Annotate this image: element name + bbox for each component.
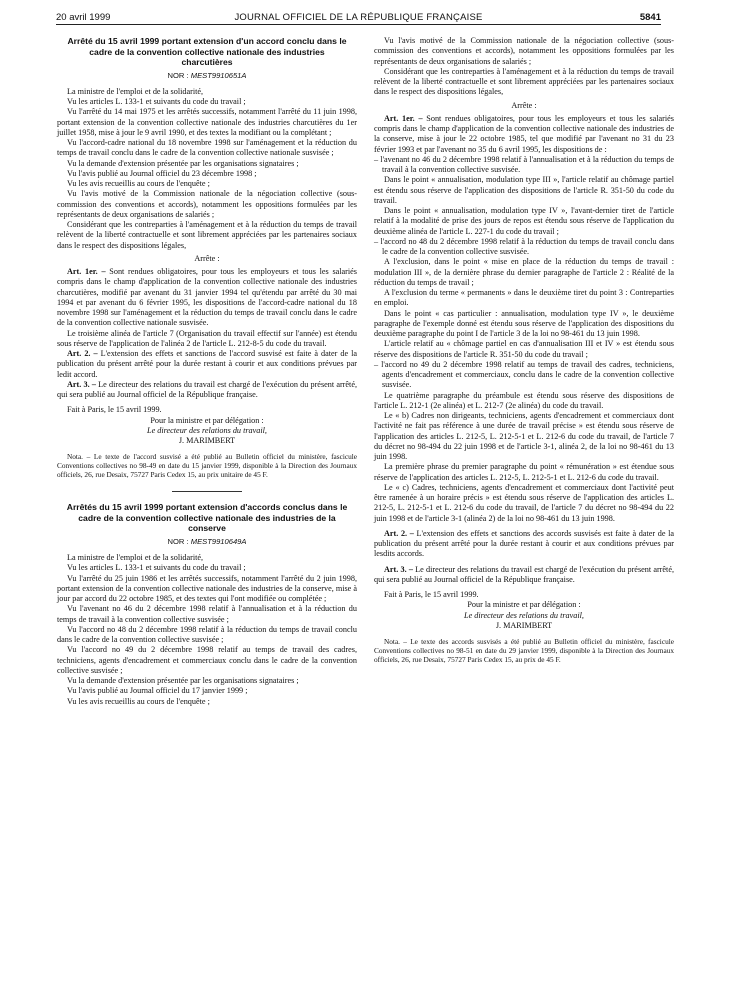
nota: Nota. – Le texte des accords susvisés a été publié au Bulletin officiel du ministère, fascicule Conventions collectives no 98-51 en date du 29 janvier 1999, disponible à la Direction des Journaux officiels, 26, rue Desaix, 75727 Paris Cedex 15, au prix de 45 F. bbox=[374, 637, 674, 664]
signature-name: J. MARIMBERT bbox=[178, 436, 236, 445]
signature-title: Le directeur des relations du travail, bbox=[464, 610, 584, 620]
list-item: – l'accord no 48 du 2 décembre 1998 relatif à la réduction du temps de travail conclu dans le cadre de la convention collective susvisée. bbox=[374, 236, 674, 256]
signature-name: J. MARIMBERT bbox=[495, 620, 553, 630]
paragraph: A l'exclusion, dans le point « mise en place de la réduction du temps de travail : modulation III », de la dernière phrase du dernier paragraphe de l'article 2 : Réalité de la réduction du temps de travail ; bbox=[374, 257, 674, 287]
arrete-1-title: Arrêté du 15 avril 1999 portant extension d'un accord conclu dans le cadre de la convention collective nationale des industries charcutières bbox=[67, 36, 347, 67]
article-1: Art. 1er. – Sont rendues obligatoires, pour tous les employeurs et tous les salariés compris dans le champ d'application de la convention collective nationale des industries charcutières, modifié par avenant du 31 janvier 1994 tel qu'étendu par arrêté du 30 mai 1994 et par avenant du 6 février 1995, les dispositions de l'accord-cadre national du 18 novembre 1998 sur l'aménagement et la réduction du temps de travail conclu dans le cadre de la convention collective nationale susvisée. bbox=[57, 267, 357, 328]
paragraph: Vu la demande d'extension présentée par les organisations signataires ; bbox=[67, 676, 299, 685]
list-item: – l'avenant no 46 du 2 décembre 1998 relatif à l'annualisation et à la réduction du temps de travail à la convention collective susvisée. bbox=[374, 154, 674, 174]
article-1: Art. 1er. – Sont rendues obligatoires, pour tous les employeurs et tous les salariés compris dans le champ d'application de la convention collective nationale des industries de la conserve, mise à jour le 22 octobre 1985, tel que modifié par l'avenant no 31 du 23 février 1993 et par l'avenant no 35 du 6 avril 1995, les dispositions de : bbox=[374, 113, 674, 154]
arrete-label: Arrête : bbox=[511, 100, 537, 110]
paragraph: Le « c) Cadres, techniciens, agents d'encadrement et commerciaux dont l'activité peut être ramenée à un horaire précis » est étendu sous réserve de l'application des articles L. 212-5, L. 212-5-1 et L. 212-6 du code du travail, de l'article 7 du décret no 98-494 du 22 juin 1998 et de l'article 3-1 (alinéa 2) de la loi no 98-461 du 13 juin 1998. bbox=[374, 482, 674, 523]
paragraph: Vu l'accord-cadre national du 18 novembre 1998 sur l'aménagement et la réduction du temps de travail conclu dans le cadre de la convention collective nationale susvisée ; bbox=[57, 138, 357, 158]
signature-title: Le directeur des relations du travail, bbox=[147, 425, 267, 435]
paragraph: Vu la demande d'extension présentée par les organisations signataires ; bbox=[67, 158, 299, 168]
paragraph: A l'exclusion du terme « permanents » dans le deuxième tiret du point 3 : Contreparties en emploi. bbox=[374, 288, 674, 308]
paragraph: Le « b) Cadres non dirigeants, techniciens, agents d'encadrement et commerciaux dont l'activité ne fait pas référence à une durée de travail précise » est étendu sous réserve de l'application des articles L. 212-5, L. 212-5-1 et L. 212-6 du code du travail, de l'article 7 du décret no 98-494 du 22 juin 1998 et de l'article 3-1, alinéa 2, de la loi no 98-461 du 13 juin 1998. bbox=[374, 411, 674, 461]
paragraph: Dans le point « annualisation, modulation type III », l'article relatif au chômage partiel est étendu sous réserve de l'application des dispositions de l'article R. 351-50 du code du travail. bbox=[374, 175, 674, 205]
paragraph: Vu l'avis motivé de la Commission nationale de la négociation collective (sous-commission des conventions et accords), notamment les oppositions formulées par les représentants de deux organisations de salariés ; bbox=[57, 189, 357, 219]
header-date: 20 avril 1999 bbox=[56, 12, 111, 23]
paragraph: Vu les avis recueillis au cours de l'enquête ; bbox=[67, 179, 210, 188]
fait-a-paris: Fait à Paris, le 15 avril 1999. bbox=[384, 590, 479, 599]
left-column bbox=[57, 36, 357, 707]
section-separator bbox=[172, 491, 242, 492]
paragraph: La ministre de l'emploi et de la solidarité, bbox=[67, 553, 204, 562]
signature-line: Pour la ministre et par délégation : bbox=[150, 415, 264, 425]
article-2: Art. 2. – L'extension des effets et sanctions de l'accord susvisé est faite à dater de la publication du présent arrêté pour la durée restant à courir et aux conditions prévues par ledit accord. bbox=[57, 349, 358, 379]
arrete-label: Arrête : bbox=[194, 253, 220, 263]
signature-line: Pour la ministre et par délégation : bbox=[467, 600, 581, 610]
article-3: Art. 3. – Le directeur des relations du travail est chargé de l'exécution du présent arrêté, qui sera publié au Journal officiel de la République française. bbox=[57, 379, 358, 399]
paragraph: Considérant que les contreparties à l'aménagement et à la réduction du temps de travail relèvent de la liberté contractuelle et sont librement appréciées par les partenaires sociaux dans le respect des dispositions légales, bbox=[57, 220, 357, 250]
paragraph: La première phrase du premier paragraphe du point « rémunération » est étendue sous réserve de l'application des articles L. 212-5, L. 212-5-1 et L. 212-6 du code du travail. bbox=[374, 462, 674, 482]
paragraph: Vu l'accord no 48 du 2 décembre 1998 relatif à la réduction du temps de travail conclu dans le cadre de la convention collective susvisée ; bbox=[57, 624, 357, 644]
paragraph: Vu l'arrêté du 14 mai 1975 et les arrêtés successifs, notamment l'arrêté du 11 juin 1998, portant extension de la convention collective nationale des industries charcutières du 1er juillet 1958, mise à jour le 9 avril 1990, et des textes la modifiant ou la complétant ; bbox=[57, 107, 357, 137]
arrete-2-title: Arrêtés du 15 avril 1999 portant extension d'accords conclus dans le cadre de la convention collective nationale des industries de la conserve bbox=[66, 502, 348, 534]
fait-a-paris: Fait à Paris, le 15 avril 1999. bbox=[67, 405, 162, 415]
header-journal-title: JOURNAL OFFICIEL DE LA RÉPUBLIQUE FRANÇAISE bbox=[234, 12, 483, 23]
header-rule bbox=[56, 24, 661, 25]
arrete-1-nor: NOR : MEST9910651A bbox=[167, 70, 247, 80]
right-column bbox=[374, 36, 674, 664]
paragraph: Dans le point « annualisation, modulation type IV », l'avant-dernier tiret de l'article relatif à la modalité de prise des jours de repos est étendu sous réserve de l'application du deuxième alinéa de l'article L. 227-1 du code du travail ; bbox=[374, 206, 674, 236]
arrete-2-nor: NOR : MEST9910649A bbox=[167, 536, 247, 546]
paragraph: Vu l'avis publié au Journal officiel du 17 janvier 1999 ; bbox=[67, 686, 248, 696]
paragraph: Vu les articles L. 133-1 et suivants du code du travail ; bbox=[67, 97, 246, 106]
header-page-number: 5841 bbox=[639, 12, 661, 23]
article-2: Art. 2. – L'extension des effets et sanctions des accords susvisés est faite à dater de la publication du présent arrêté pour la durée restant à courir et aux conditions prévues par lesdits accords. bbox=[374, 528, 675, 559]
paragraph: L'article relatif au « chômage partiel en cas d'annualisation III et IV » est étendu sous réserve des dispositions de l'article R. 351-50 du code du travail ; bbox=[374, 339, 674, 359]
paragraph: La ministre de l'emploi et de la solidarité, bbox=[67, 86, 204, 96]
paragraph: Vu l'avis publié au Journal officiel du 23 décembre 1998 ; bbox=[67, 168, 257, 178]
article-3: Art. 3. – Le directeur des relations du travail est chargé de l'exécution du présent arrêté, qui sera publié au Journal officiel de la République française. bbox=[374, 564, 675, 584]
paragraph: Vu l'avis motivé de la Commission nationale de la négociation collective (sous-commission des conventions et accords), notamment les oppositions formulées par les représentants de deux organisations de salariés ; bbox=[374, 36, 674, 66]
paragraph: Vu les avis recueillis au cours de l'enquête ; bbox=[67, 696, 210, 706]
paragraph: Considérant que les contreparties à l'aménagement et à la réduction du temps de travail relèvent de la liberté contractuelle et sont librement appréciées par les partenaires sociaux dans le respect des dispositions légales, bbox=[374, 66, 674, 97]
paragraph: Dans le point « cas particulier : annualisation, modulation type IV », le deuxième paragraphe de l'exemple donné est étendu sous réserve de l'application des dispositions du deuxième paragraphe du point I de l'article 3 de la loi no 98-461 du 13 juin 1998. bbox=[374, 308, 674, 338]
paragraph: Le troisième alinéa de l'article 7 (Organisation du travail effectif sur l'année) est étendu sous réserve de l'application de l'alinéa 2 de l'article L. 212-8-5 du code du travail. bbox=[57, 328, 357, 348]
paragraph: Vu l'accord no 49 du 2 décembre 1998 relatif au temps de travail des cadres, techniciens, agents d'encadrement et commerciaux conclu dans le cadre de la convention collective susvisée ; bbox=[57, 645, 357, 675]
nota: Nota. – Le texte de l'accord susvisé a été publié au Bulletin officiel du ministère, fascicule Conventions collectives no 98-49 en date du 15 janvier 1999, disponible à la Direction des Journaux officiels, 26, rue Desaix, 75727 Paris Cedex 15, au prix unitaire de 45 F. bbox=[57, 452, 357, 480]
list-item: – l'accord no 49 du 2 décembre 1998 relatif au temps de travail des cadres, techniciens, agents d'encadrement et commerciaux, conclu dans le cadre de la convention collective susvisée. bbox=[374, 359, 674, 390]
paragraph: Vu l'avenant no 46 du 2 décembre 1998 relatif à l'annualisation et à la réduction du temps de travail à la convention collective susvisée ; bbox=[57, 604, 357, 624]
paragraph: Vu les articles L. 133-1 et suivants du code du travail ; bbox=[67, 563, 246, 573]
paragraph: Le quatrième paragraphe du préambule est étendu sous réserve des dispositions de l'article L. 212-1 (2e alinéa) et L. 212-7 (2e alinéa) du code du travail. bbox=[374, 390, 674, 410]
paragraph: Vu l'arrêté du 25 juin 1986 et les arrêtés successifs, notamment l'arrêté du 2 juin 1998, portant extension de la convention collective nationale des industries de la conserve, mise à jour par accord du 22 octobre 1985, et des textes qui l'ont modifiée ou complétée ; bbox=[57, 573, 357, 603]
